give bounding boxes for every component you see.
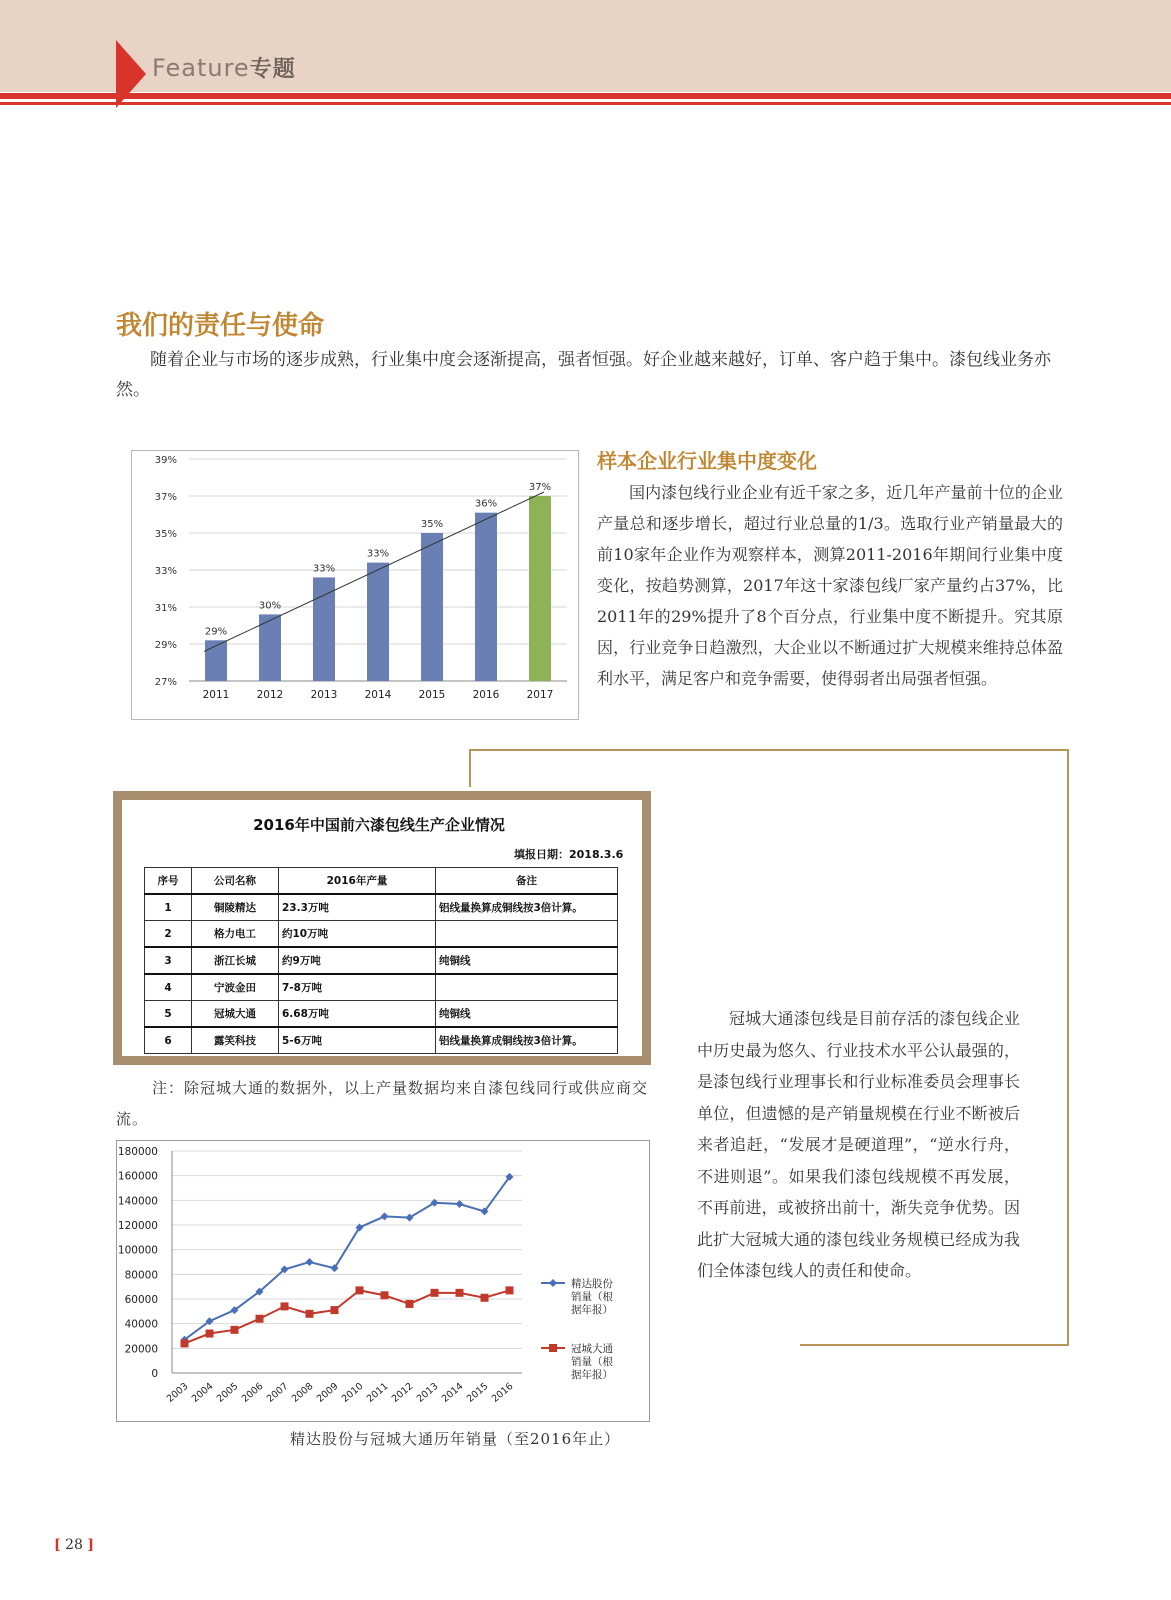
table-cell: 7-8万吨 xyxy=(279,974,436,1001)
table-note: 注：除冠城大通的数据外，以上产量数据均来自漆包线同行或供应商交流。 xyxy=(116,1079,649,1128)
bar xyxy=(529,496,551,681)
table-cell: 纯铜线 xyxy=(436,947,618,974)
bar xyxy=(205,640,227,681)
series-guancheng-point xyxy=(206,1330,214,1338)
table-row xyxy=(145,974,618,1001)
sales-line-chart xyxy=(116,1140,650,1422)
series-jingda-point xyxy=(306,1258,314,1266)
table-row xyxy=(145,947,618,974)
table-cell: 3 xyxy=(145,947,192,974)
line-xtick-label: 2013 xyxy=(414,1380,441,1405)
table-row xyxy=(145,894,618,921)
table-cell xyxy=(436,974,618,1001)
frame-line-left xyxy=(469,749,471,787)
line-ytick-label: 120000 xyxy=(117,1220,158,1232)
line-ytick-label: 20000 xyxy=(124,1343,158,1356)
bar-xtick-label: 2015 xyxy=(418,689,446,701)
producers-table xyxy=(144,867,618,1054)
legend-jingda-marker xyxy=(549,1279,557,1287)
legend-guancheng-marker xyxy=(549,1344,557,1352)
table-cell: 约9万吨 xyxy=(279,947,436,974)
table-cell: 宁波金田 xyxy=(192,974,279,1001)
feature-label xyxy=(152,52,296,83)
bar-value-label: 33% xyxy=(312,563,336,575)
table-date: 填报日期：2018.3.6 xyxy=(514,848,624,861)
producers-table-frame xyxy=(113,791,651,1065)
line-xtick-label: 2005 xyxy=(214,1380,241,1405)
legend-jingda-text: 销量（根 xyxy=(571,1291,613,1303)
line-chart-caption: 精达股份与冠城大通历年销量（至2016年止） xyxy=(290,1430,621,1448)
bar-xtick-label: 2012 xyxy=(256,689,284,701)
line-xtick-label: 2010 xyxy=(339,1380,366,1405)
bar xyxy=(475,513,497,681)
bar-ytick-label: 29% xyxy=(154,640,177,651)
line-ytick-label: 140000 xyxy=(117,1195,158,1208)
table-header-row xyxy=(145,868,618,895)
series-guancheng-point xyxy=(356,1286,364,1294)
bar-value-label: 30% xyxy=(258,600,282,612)
mission-paragraph: 冠城大通漆包线是目前存活的漆包线企业中历史最为悠久、行业技术水平公认最强的，是漆包线行业理事长和行业标准委员会理事长单位，但遗憾的是产销量规模在行业不断被后来者追赶，“发展才是硬道理”，“逆水行舟，不进则退”。如果我们漆包线规模不再发展，不再前进，或被挤出前十，渐失竞争优势。因此扩大冠城大通的漆包线业务规模已经成为我们全体漆包线人的责任和使命。 xyxy=(697,1009,1020,1280)
series-guancheng-point xyxy=(506,1286,514,1294)
line-xtick-label: 2003 xyxy=(164,1380,191,1405)
intro-paragraph: 随着企业与市场的逐步成熟，行业集中度会逐渐提高，强者恒强。好企业越来越好，订单、客户趋于集中。漆包线业务亦然。 xyxy=(116,350,1051,400)
table-cell: 露笑科技 xyxy=(192,1027,279,1054)
series-guancheng-line xyxy=(185,1290,510,1343)
line-ytick-label: 160000 xyxy=(117,1170,158,1183)
concentration-bar-chart xyxy=(131,450,579,720)
bar-ytick-label: 39% xyxy=(154,455,177,466)
line-xtick-label: 2015 xyxy=(464,1380,491,1405)
page-bracket-open: [ xyxy=(54,1537,61,1553)
line-xtick-label: 2014 xyxy=(439,1380,466,1405)
page-number xyxy=(54,1537,94,1553)
line-ytick-label: 60000 xyxy=(124,1294,158,1306)
legend-guancheng-text: 销量（根 xyxy=(571,1356,613,1368)
table-cell: 浙江长城 xyxy=(192,947,279,974)
bar-chart-svg xyxy=(132,451,578,719)
series-guancheng-point xyxy=(231,1326,239,1334)
series-guancheng-point xyxy=(381,1291,389,1299)
table-row xyxy=(145,1001,618,1028)
table-header-cell: 序号 xyxy=(145,868,192,895)
table-cell: 23.3万吨 xyxy=(279,894,436,921)
legend-guancheng-text: 据年报） xyxy=(571,1369,613,1381)
feature-label-en: Feature xyxy=(152,54,250,82)
bar-value-label: 36% xyxy=(474,498,498,510)
line-xtick-label: 2012 xyxy=(389,1380,416,1405)
bar-ytick-label: 37% xyxy=(154,492,177,503)
table-cell: 冠城大通 xyxy=(192,1001,279,1028)
table-cell xyxy=(436,921,618,948)
line-xtick-label: 2004 xyxy=(189,1380,216,1405)
feature-label-cn: 专题 xyxy=(249,57,296,82)
concentration-title: 样本企业行业集中度变化 xyxy=(597,449,817,473)
header-rule-thick xyxy=(0,93,1171,99)
line-ytick-label: 0 xyxy=(151,1368,158,1380)
bar-xtick-label: 2017 xyxy=(526,689,554,701)
table-header-cell: 备注 xyxy=(436,868,618,895)
bar xyxy=(313,577,335,681)
table-header-cell: 2016年产量 xyxy=(279,868,436,895)
series-jingda-point xyxy=(381,1212,389,1220)
series-guancheng-point xyxy=(181,1339,189,1347)
line-xtick-label: 2011 xyxy=(364,1380,391,1405)
legend-guancheng-text: 冠城大通 xyxy=(571,1343,613,1355)
bar xyxy=(367,563,389,681)
bar xyxy=(421,533,443,681)
table-cell: 铝线量换算成铜线按3倍计算。 xyxy=(436,894,618,921)
table-cell: 6.68万吨 xyxy=(279,1001,436,1028)
table-row xyxy=(145,921,618,948)
section-title: 我们的责任与使命 xyxy=(116,311,325,341)
series-guancheng-point xyxy=(256,1315,264,1323)
series-guancheng-point xyxy=(306,1310,314,1318)
bar-xtick-label: 2013 xyxy=(310,689,338,701)
table-cell: 铜陵精达 xyxy=(192,894,279,921)
line-xtick-label: 2006 xyxy=(239,1380,266,1405)
series-guancheng-point xyxy=(281,1302,289,1310)
bar-ytick-label: 31% xyxy=(154,603,177,614)
header-rule-thin xyxy=(0,102,1171,105)
table-cell: 5-6万吨 xyxy=(279,1027,436,1054)
table-cell: 5 xyxy=(145,1001,192,1028)
series-guancheng-point xyxy=(331,1306,339,1314)
line-ytick-label: 80000 xyxy=(124,1269,158,1282)
legend-jingda-text: 精达股份 xyxy=(571,1278,613,1290)
line-xtick-label: 2008 xyxy=(289,1380,316,1405)
line-ytick-label: 100000 xyxy=(117,1244,158,1257)
table-cell: 格力电工 xyxy=(192,921,279,948)
table-cell: 纯铜线 xyxy=(436,1001,618,1028)
table-cell: 6 xyxy=(145,1027,192,1054)
line-ytick-label: 40000 xyxy=(124,1318,158,1331)
table-cell: 1 xyxy=(145,894,192,921)
page-number-value: 28 xyxy=(65,1537,83,1553)
table-header-cell: 公司名称 xyxy=(192,868,279,895)
line-xtick-label: 2016 xyxy=(489,1380,516,1405)
frame-line-top xyxy=(469,749,1069,751)
legend-jingda-text: 据年报） xyxy=(571,1304,613,1316)
bar-ytick-label: 33% xyxy=(154,566,177,577)
series-guancheng-point xyxy=(406,1300,414,1308)
bar-xtick-label: 2014 xyxy=(364,689,392,701)
bar-xtick-label: 2016 xyxy=(472,689,500,701)
table-cell: 约10万吨 xyxy=(279,921,436,948)
frame-line-bottom xyxy=(800,1344,1069,1346)
table-cell: 铝线量换算成铜线按3倍计算。 xyxy=(436,1027,618,1054)
table-cell: 4 xyxy=(145,974,192,1001)
bar-value-label: 33% xyxy=(366,548,390,560)
line-chart-svg xyxy=(117,1141,649,1421)
page-bracket-close: ] xyxy=(87,1537,94,1553)
frame-line-right xyxy=(1067,749,1069,1346)
series-guancheng-point xyxy=(456,1289,464,1297)
table-cell: 2 xyxy=(145,921,192,948)
concentration-paragraph: 国内漆包线行业企业有近千家之多，近几年产量前十位的企业产量总和逐步增长，超过行业总量的1/3。选取行业产销量最大的前10家年企业作为观察样本，测算2011-2016年期间行业集中度变化，按趋势测算，2017年这十家漆包线厂家产量约占37%，比2011年的29%提升了8个百分点，行业集中度不断提升。究其原因，行业竞争日趋激烈，大企业以不断通过扩大规模来维持总体盈利水平，满足客户和竞争需要，使得弱者出局强者恒强。 xyxy=(597,483,1063,688)
line-xtick-label: 2009 xyxy=(314,1380,341,1405)
bar-value-label: 29% xyxy=(204,626,228,638)
table-row xyxy=(145,1027,618,1054)
line-ytick-label: 180000 xyxy=(117,1146,158,1158)
table-title: 2016年中国前六漆包线生产企业情况 xyxy=(253,816,505,834)
bar-value-label: 35% xyxy=(420,519,444,530)
bar-ytick-label: 35% xyxy=(154,529,177,540)
series-guancheng-point xyxy=(431,1289,439,1297)
series-jingda-point xyxy=(456,1200,464,1208)
bar-value-label: 37% xyxy=(528,482,552,493)
bar-ytick-label: 27% xyxy=(154,677,177,688)
bar-xtick-label: 2011 xyxy=(202,689,230,701)
line-xtick-label: 2007 xyxy=(264,1380,291,1405)
series-guancheng-point xyxy=(481,1294,489,1302)
